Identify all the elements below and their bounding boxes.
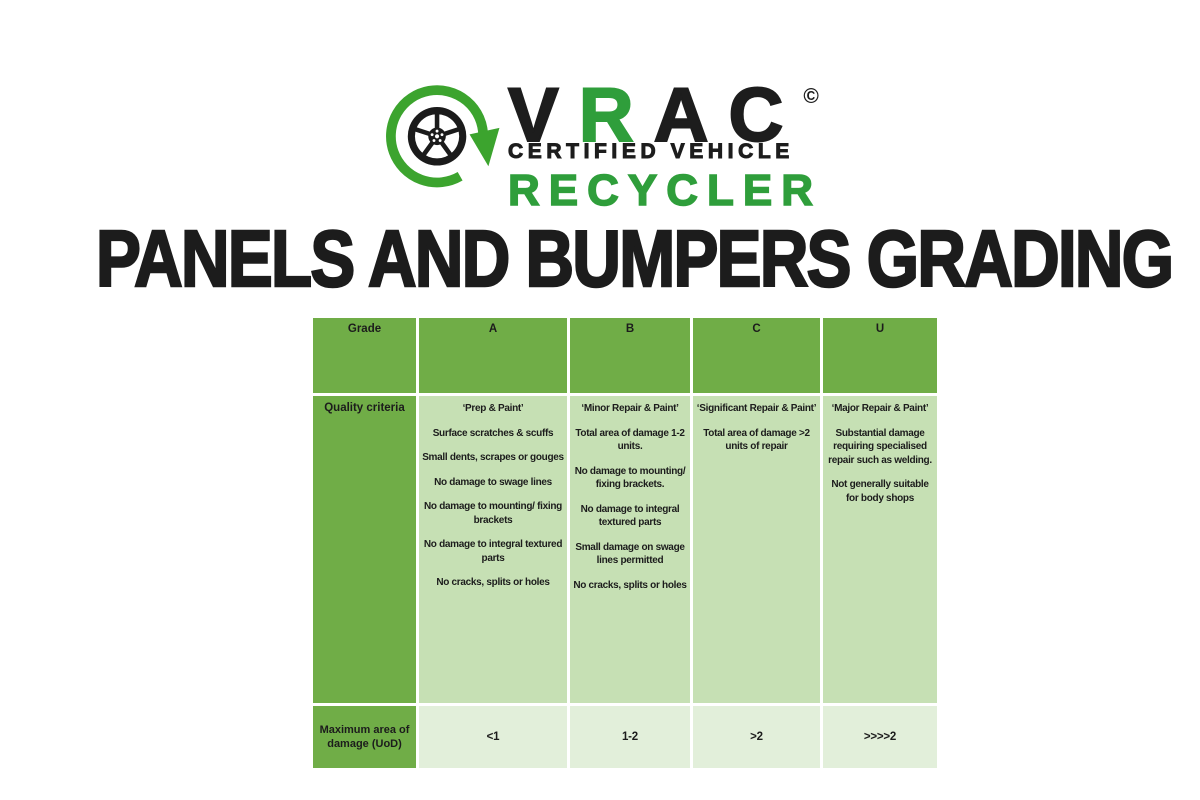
max-area-value-c: >2 bbox=[693, 706, 820, 768]
recycle-arrow-head bbox=[470, 128, 500, 166]
max-area-value-u: >>>>2 bbox=[823, 706, 937, 768]
criteria-item: No damage to swage lines bbox=[434, 476, 552, 488]
header-grade-u: U bbox=[823, 318, 937, 393]
criteria-item: Total area of damage 1-2 units. bbox=[575, 427, 685, 452]
criteria-item: No damage to integral textured parts bbox=[580, 503, 680, 528]
criteria-cell-grade-a bbox=[419, 396, 567, 703]
criteria-cell-grade-b bbox=[570, 396, 690, 703]
criteria-item: No cracks, splits or holes bbox=[573, 579, 687, 591]
max-area-value-b: 1-2 bbox=[570, 706, 690, 768]
criteria-item: Not generally suitable for body shops bbox=[831, 479, 929, 504]
brand-letter-v: V bbox=[508, 73, 579, 158]
header-grade-b: B bbox=[570, 318, 690, 393]
criteria-heading: ‘Minor Repair & Paint’ bbox=[581, 403, 679, 414]
recycle-arrow-wheel-icon bbox=[372, 70, 506, 200]
criteria-heading: ‘Major Repair & Paint’ bbox=[831, 403, 929, 414]
header-grade: Grade bbox=[313, 318, 416, 393]
row-label-max-area: Maximum area of damage (UoD) bbox=[313, 706, 416, 768]
criteria-item: Total area of damage >2 units of repair bbox=[703, 427, 810, 452]
brand-subtitle: CERTIFIED VEHICLE bbox=[508, 140, 794, 163]
criteria-item: No damage to mounting/ fixing brackets bbox=[424, 501, 562, 526]
copyright-icon: © bbox=[803, 85, 819, 108]
criteria-cell-grade-c bbox=[693, 396, 820, 703]
criteria-item: No damage to mounting/ fixing brackets. bbox=[574, 465, 686, 490]
vrac-logo bbox=[372, 62, 842, 215]
page-title: PANELS AND BUMPERS GRADING bbox=[96, 214, 1173, 303]
criteria-item: No cracks, splits or holes bbox=[436, 577, 550, 588]
criteria-heading: ‘Significant Repair & Paint’ bbox=[696, 403, 817, 414]
criteria-item: Surface scratches & scuffs bbox=[432, 427, 554, 439]
criteria-cell-grade-u bbox=[823, 396, 937, 703]
criteria-item: Small damage on swage lines permitted bbox=[575, 541, 685, 566]
criteria-heading: ‘Prep & Paint’ bbox=[462, 403, 524, 414]
header-grade-c: C bbox=[693, 318, 820, 393]
alloy-wheel bbox=[408, 107, 467, 166]
grading-table bbox=[313, 318, 937, 768]
header-grade-a: A bbox=[419, 318, 567, 393]
brand-letter-r: R bbox=[578, 73, 654, 158]
criteria-item: Substantial damage requiring specialised repair such as welding. bbox=[828, 427, 932, 466]
max-area-value-a: <1 bbox=[419, 706, 567, 768]
brand-letter-c: C bbox=[728, 73, 804, 158]
row-label-quality-criteria: Quality criteria bbox=[313, 396, 416, 703]
criteria-item: Small dents, scrapes or gouges bbox=[422, 452, 564, 463]
criteria-item: No damage to integral textured parts bbox=[423, 539, 563, 564]
brand-text bbox=[508, 62, 842, 216]
brand-subtitle-recycler: RECYCLER bbox=[508, 166, 823, 215]
brand-letter-a: A bbox=[653, 73, 729, 158]
